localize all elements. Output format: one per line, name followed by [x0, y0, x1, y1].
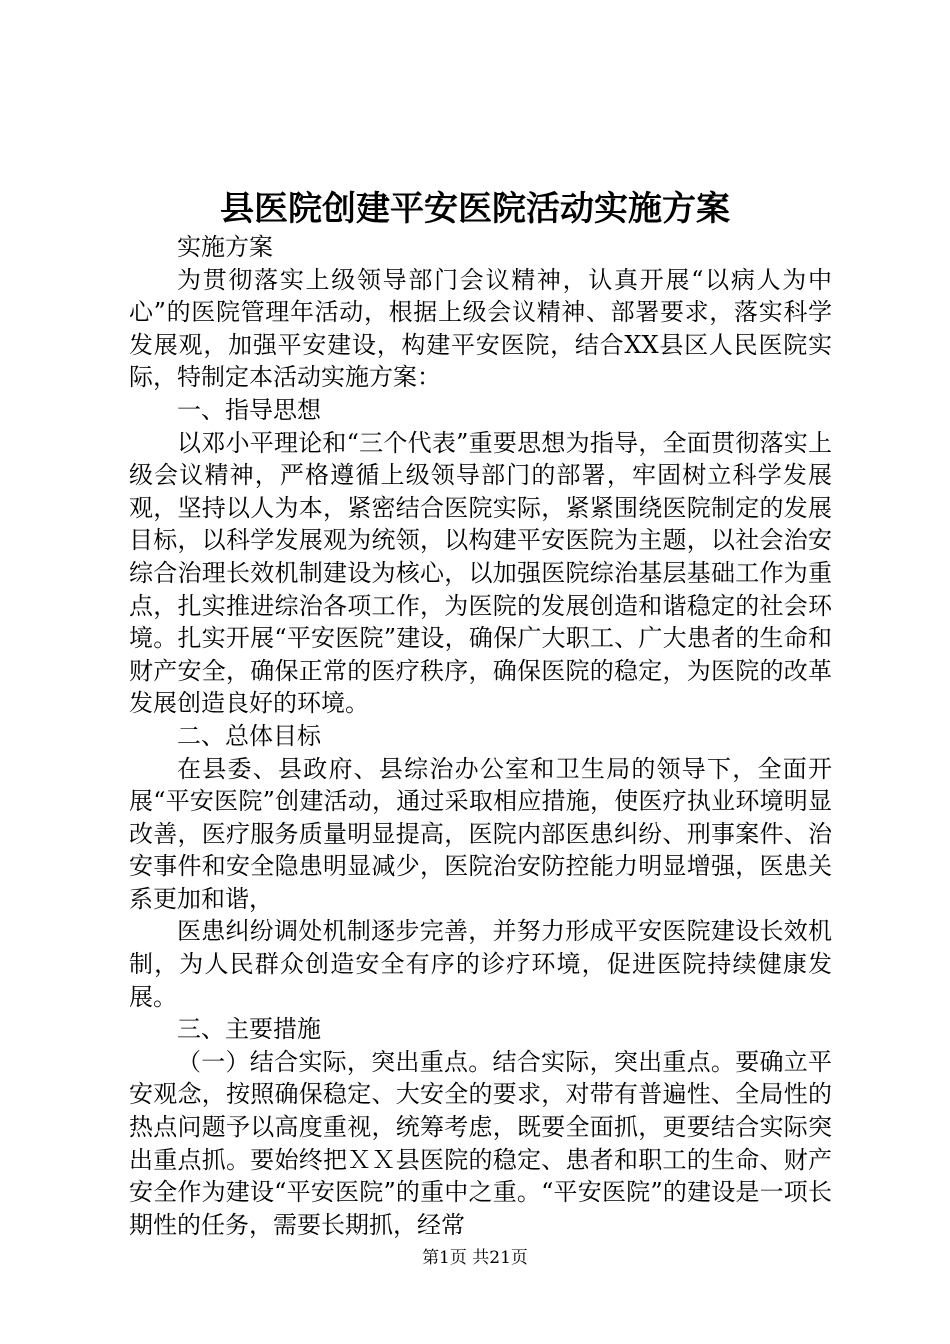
document-title: 县医院创建平安医院活动实施方案	[220, 189, 730, 229]
section-heading: 三、主要措施	[177, 1015, 321, 1044]
paragraph: （一）结合实际，突出重点。结合实际，突出重点。要确立平安观念，按照确保稳定、大安全的要求，对带有普遍性、全局性的热点问题予以高度重视，统筹考虑，既要全面抓，更要结合实际突出重点抓。要始终把ＸＸ县医院的稳定、患者和职工的生命、财产安全作为建设“平安医院”的重中之重。“平安医院”的建设是一项长期性的任务，需要长期抓，经常	[129, 1047, 832, 1239]
paragraph: 为贯彻落实上级领导部门会议精神，认真开展“以病人为中心”的医院管理年活动，根据上级会议精神、部署要求，落实科学发展观，加强平安建设，构建平安医院，结合XX县区人民医院实际，特制定本活动实施方案：	[129, 265, 832, 392]
section-heading: 二、总体目标	[177, 721, 321, 750]
paragraph: 实施方案	[177, 233, 273, 261]
page-number: 第1页 共21页	[422, 1248, 528, 1268]
section-heading: 一、指导思想	[177, 395, 321, 424]
document-body	[129, 231, 832, 1241]
paragraph: 医患纠纷调处机制逐步完善，并努力形成平安医院建设长效机制，为人民群众创造安全有序的诊疗环境，促进医院持续健康发展。	[129, 917, 832, 1011]
paragraph: 以邓小平理论和“三个代表”重要思想为指导，全面贯彻落实上级会议精神，严格遵循上级领导部门的部署，牢固树立科学发展观，坚持以人为本，紧密结合医院实际，紧紧围绕医院制定的发展目标，以科学发展观为统领，以构建平安医院为主题，以社会治安综合治理长效机制建设为核心，以加强医院综治基层基础工作为重点，扎实推进综治各项工作，为医院的发展创造和谐稳定的社会环境。扎实开展“平安医院”建设，确保广大职工、广大患者的生命和财产安全，确保正常的医疗秩序，确保医院的稳定，为医院的改革发展创造良好的环境。	[129, 428, 832, 718]
paragraph: 在县委、县政府、县综治办公室和卫生局的领导下，全面开展“平安医院”创建活动，通过采取相应措施，使医疗执业环境明显改善，医疗服务质量明显提高，医院内部医患纠纷、刑事案件、治安事件和安全隐患明显减少，医院治安防控能力明显增强，医患关系更加和谐，	[129, 754, 832, 913]
